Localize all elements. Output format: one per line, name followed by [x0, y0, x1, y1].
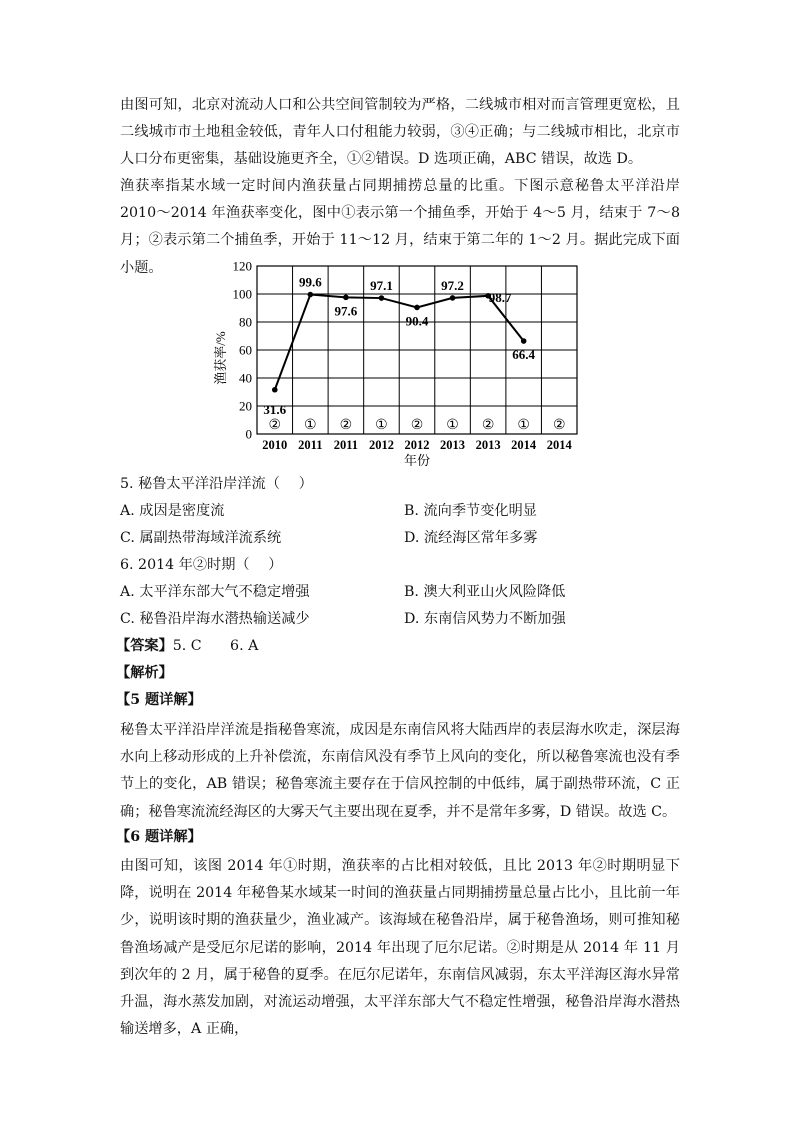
data-value-label: 97.2 — [441, 277, 464, 293]
season-label: ② — [268, 418, 282, 433]
season-label: ① — [304, 418, 317, 433]
y-tick-label: 20 — [239, 398, 252, 414]
season-label: ② — [410, 418, 424, 433]
season-label: ① — [375, 418, 388, 433]
q6-option-d: D. 东南信风势力不断加强 — [404, 611, 566, 627]
q6-stem: 6. 2014 年②时期（ ） — [120, 557, 283, 573]
y-tick-label: 60 — [239, 342, 252, 358]
analysis-label: 【解析】 — [116, 665, 173, 681]
q5-option-a: A. 成因是密度流 — [120, 503, 225, 519]
season-label: ① — [517, 418, 530, 433]
q6-option-c: C. 秘鲁沿岸海水潜热输送减少 — [120, 611, 310, 627]
q6-option-a: A. 太平洋东部大气不稳定增强 — [120, 584, 310, 600]
year-labels — [262, 438, 572, 452]
y-tick-label: 80 — [239, 314, 252, 330]
data-point — [308, 292, 314, 298]
y-tick-label: 120 — [232, 258, 252, 274]
year-label: 2011 — [298, 438, 323, 452]
y-axis-ticks — [233, 259, 253, 442]
year-label: 2012 — [368, 438, 394, 452]
q5-option-b: B. 流向季节变化明显 — [404, 503, 537, 519]
data-value-label: 98.7 — [488, 289, 512, 305]
year-label: 2013 — [440, 438, 466, 452]
q6-detail-paragraph: 由图可知，该图 2014 年①时期，渔获率的占比相对较低，且比 2013 年②时期明显下降，说明在 2014 年秘鲁某水域某一时间的渔获量占同期捕捞量总量占比小，且比前一年少，说明该时期的渔获量少，渔业减产。该海域在秘鲁沿岸，属于秘鲁渔场，则可推知秘鲁渔场减产是受厄尔尼诺的影响，2014 年出现了厄尔尼诺。②时期是从 2014 年 11 月到次年的 2 月，属于秘鲁的夏季。在厄尔尼诺年，东南信风减弱，东太平洋海区海水异常升温，海水蒸发加剧，对流运动增强，太平洋东部大气不稳定性增强，秘鲁沿岸海水潜热输送增多，A 正确， — [120, 858, 680, 1038]
answer-label: 【答案】 — [116, 638, 173, 654]
data-point — [343, 295, 349, 301]
q5-option-c: C. 属副热带海域洋流系统 — [120, 530, 282, 546]
data-point — [379, 295, 385, 301]
data-value-label: 66.4 — [512, 347, 536, 363]
year-label: 2014 — [546, 438, 572, 452]
season-label: ② — [339, 418, 353, 433]
data-point — [450, 295, 456, 301]
year-label: 2013 — [475, 438, 501, 452]
q5-detail-paragraph: 秘鲁太平洋沿岸洋流是指秘鲁寒流，成因是东南信风将大陆西岸的表层海水吹走，深层海水向上移动形成的上升补偿流，东南信风没有季节上风向的变化，所以秘鲁寒流也没有季节上的变化，AB 错误；秘鲁寒流主要存在于信风控制的中低纬，属于副热带环流，C 正确；秘鲁寒流流经海区的大雾天气主要出现在夏季，并不是常年多雾，D 错误。故选 C。 — [120, 722, 680, 820]
q5-option-d: D. 流经海区常年多雾 — [404, 530, 538, 546]
intro-paragraph: 由图可知，北京对流动人口和公共空间管制较为严格，二线城市相对而言管理更宽松，且二线城市市土地租金较低，青年人口付租能力较弱，③④正确；与二线城市相比，北京市人口分布更密集，基础设施更齐全，①②错误。D 选项正确，ABC 错误，故选 D。 — [120, 97, 680, 168]
season-labels — [268, 418, 565, 433]
data-point — [272, 387, 278, 393]
data-value-label: 90.4 — [405, 313, 429, 329]
answer-line — [116, 633, 258, 659]
year-label: 2010 — [262, 438, 288, 452]
year-label: 2011 — [333, 438, 359, 452]
season-label: ② — [552, 418, 566, 433]
data-point — [521, 338, 527, 344]
year-label: 2012 — [404, 438, 430, 452]
year-label: 2014 — [511, 438, 537, 452]
question-stem-paragraph: 渔获率指某水域一定时间内渔获量占同期捕捞总量的比重。下图示意秘鲁太平洋沿岸 2010～2014 年渔获率变化，图中①表示第一个捕鱼季，开始于 4～5 月，结束于 7～8 月；②表示第二个捕鱼季，开始于 11～12 月，结束于第二年的 1～2 月。据此完成下面小题。 — [120, 178, 680, 276]
season-label: ① — [446, 418, 459, 433]
q5-stem: 5. 秘鲁太平洋沿岸洋流（ ） — [120, 476, 313, 492]
y-tick-label: 0 — [245, 426, 252, 442]
q6-detail-label: 【6 题详解】 — [116, 829, 202, 845]
y-tick-label: 100 — [232, 286, 252, 302]
q5-detail-label: 【5 题详解】 — [116, 692, 202, 708]
data-value-label: 31.6 — [263, 401, 287, 417]
data-value-label: 97.6 — [334, 303, 358, 319]
data-value-label: 99.6 — [298, 274, 322, 290]
x-axis-label: 年份 — [403, 453, 431, 468]
y-tick-label: 40 — [239, 370, 252, 386]
answer-text: 5. C 6. A — [172, 638, 259, 654]
season-label: ② — [481, 418, 495, 433]
q6-option-b: B. 澳大利亚山火风险降低 — [404, 584, 566, 600]
y-axis-label: 渔获率/% — [213, 331, 228, 385]
catch-rate-line-chart — [212, 258, 592, 472]
data-value-label: 97.1 — [370, 278, 393, 294]
data-point — [414, 305, 420, 311]
